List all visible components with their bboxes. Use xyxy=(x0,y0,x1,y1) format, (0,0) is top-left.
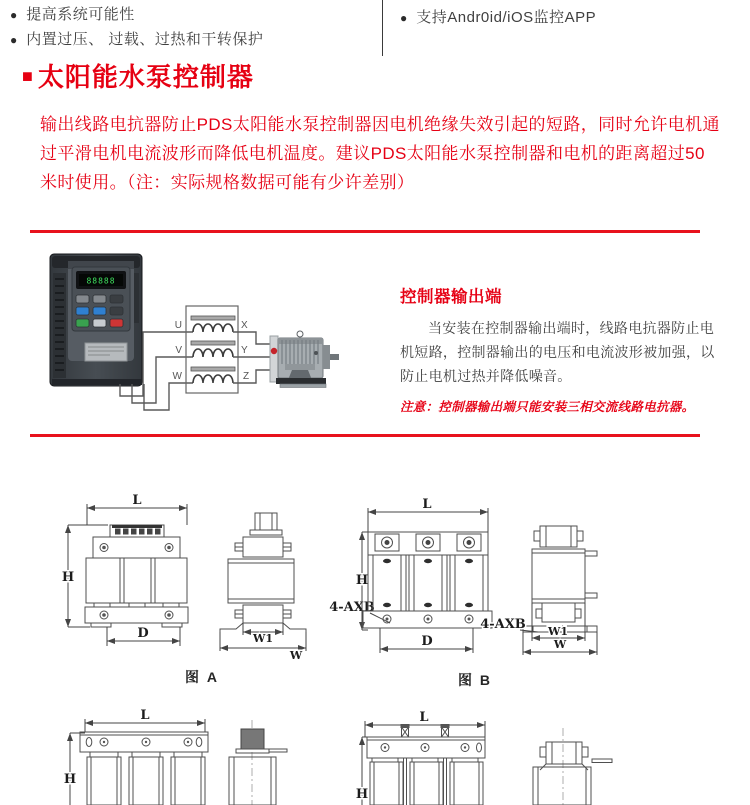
dim-w: W xyxy=(553,638,567,651)
dim-l: L xyxy=(132,493,142,508)
phase-label-z: Z xyxy=(243,371,250,382)
dim-l: L xyxy=(140,708,150,723)
fig-c-side-view xyxy=(229,720,287,805)
fig-a-side-view xyxy=(220,513,306,662)
line-reactor-symbol xyxy=(186,306,238,393)
panel-heading: 控制器输出端 xyxy=(400,288,502,306)
dim-h: H xyxy=(61,570,75,585)
phase-label-v: V xyxy=(175,345,182,356)
dim-d: D xyxy=(137,626,149,641)
fig-b-front-view xyxy=(356,497,492,653)
fig-a-front-view xyxy=(62,493,188,646)
bullet-icon: ● xyxy=(10,8,18,22)
keypad-buttons xyxy=(76,295,123,327)
panel-note: 注意：控制器输出端只能安装三相交流线路电抗器。 xyxy=(400,400,695,414)
fig-b-caption: 图 B xyxy=(458,672,492,688)
dim-h: H xyxy=(63,772,77,787)
feature-item xyxy=(10,5,135,25)
fig-c-front-view xyxy=(64,708,208,805)
dim-w: W xyxy=(289,649,303,662)
fig-b-side-view xyxy=(523,526,597,655)
phase-label-u: U xyxy=(174,320,182,331)
dim-h: H xyxy=(355,573,369,588)
fig-a-caption: 图 A xyxy=(185,669,219,685)
bullet-icon: ● xyxy=(400,11,408,25)
fig-d-front-view xyxy=(356,710,485,805)
phase-label-w: W xyxy=(172,371,182,382)
bullet-icon: ● xyxy=(10,33,18,47)
phase-label-y: Y xyxy=(241,345,248,356)
feature-text: 内置过压、 过载、过热和干转保护 xyxy=(26,31,264,48)
output-wires xyxy=(233,332,273,383)
column-divider xyxy=(382,0,383,56)
inverter-display: 88888 xyxy=(86,276,116,286)
panel-body: 当安装在控制器输出端时，线路电抗器防止电机短路，控制器输出的电压和电流波形被加强，以防止电机过热并降低噪音。 xyxy=(400,320,715,384)
output-side-panel xyxy=(30,230,715,437)
output-side-text xyxy=(400,283,716,415)
feature-item xyxy=(10,30,263,50)
wiring-diagram xyxy=(30,233,370,428)
dim-axb: 4-AXB xyxy=(329,600,375,615)
feature-text: 提高系统可能性 xyxy=(26,6,135,23)
feature-text: 支持Andr0id/iOS监控APP xyxy=(416,9,597,26)
page-title xyxy=(22,57,254,94)
dim-axb: 4-AXB xyxy=(480,617,526,632)
dim-w1: W1 xyxy=(252,632,274,645)
motor-photo xyxy=(270,331,339,388)
fig-d-side-view xyxy=(533,728,612,805)
dimension-drawings xyxy=(0,480,750,805)
phase-label-x: X xyxy=(241,320,248,331)
intro-paragraph: 输出线路电抗器防止PDS太阳能水泵控制器因电机绝缘失效引起的短路，同时允许电机通过平滑电机电流波形而降低电机温度。建议PDS太阳能水泵控制器和电机的距离超过50米时使用。（注：实际规格数据可能有少许差别） xyxy=(40,115,720,192)
square-marker-icon: ■ xyxy=(22,66,34,86)
page-title-text: 太阳能水泵控制器 xyxy=(37,62,254,92)
dim-l: L xyxy=(419,710,429,725)
dim-l: L xyxy=(422,497,432,512)
dim-d: D xyxy=(421,634,433,649)
inverter-photo xyxy=(50,254,142,386)
feature-item xyxy=(400,8,596,28)
dim-w1: W1 xyxy=(547,625,569,638)
dim-h: H xyxy=(355,787,369,802)
